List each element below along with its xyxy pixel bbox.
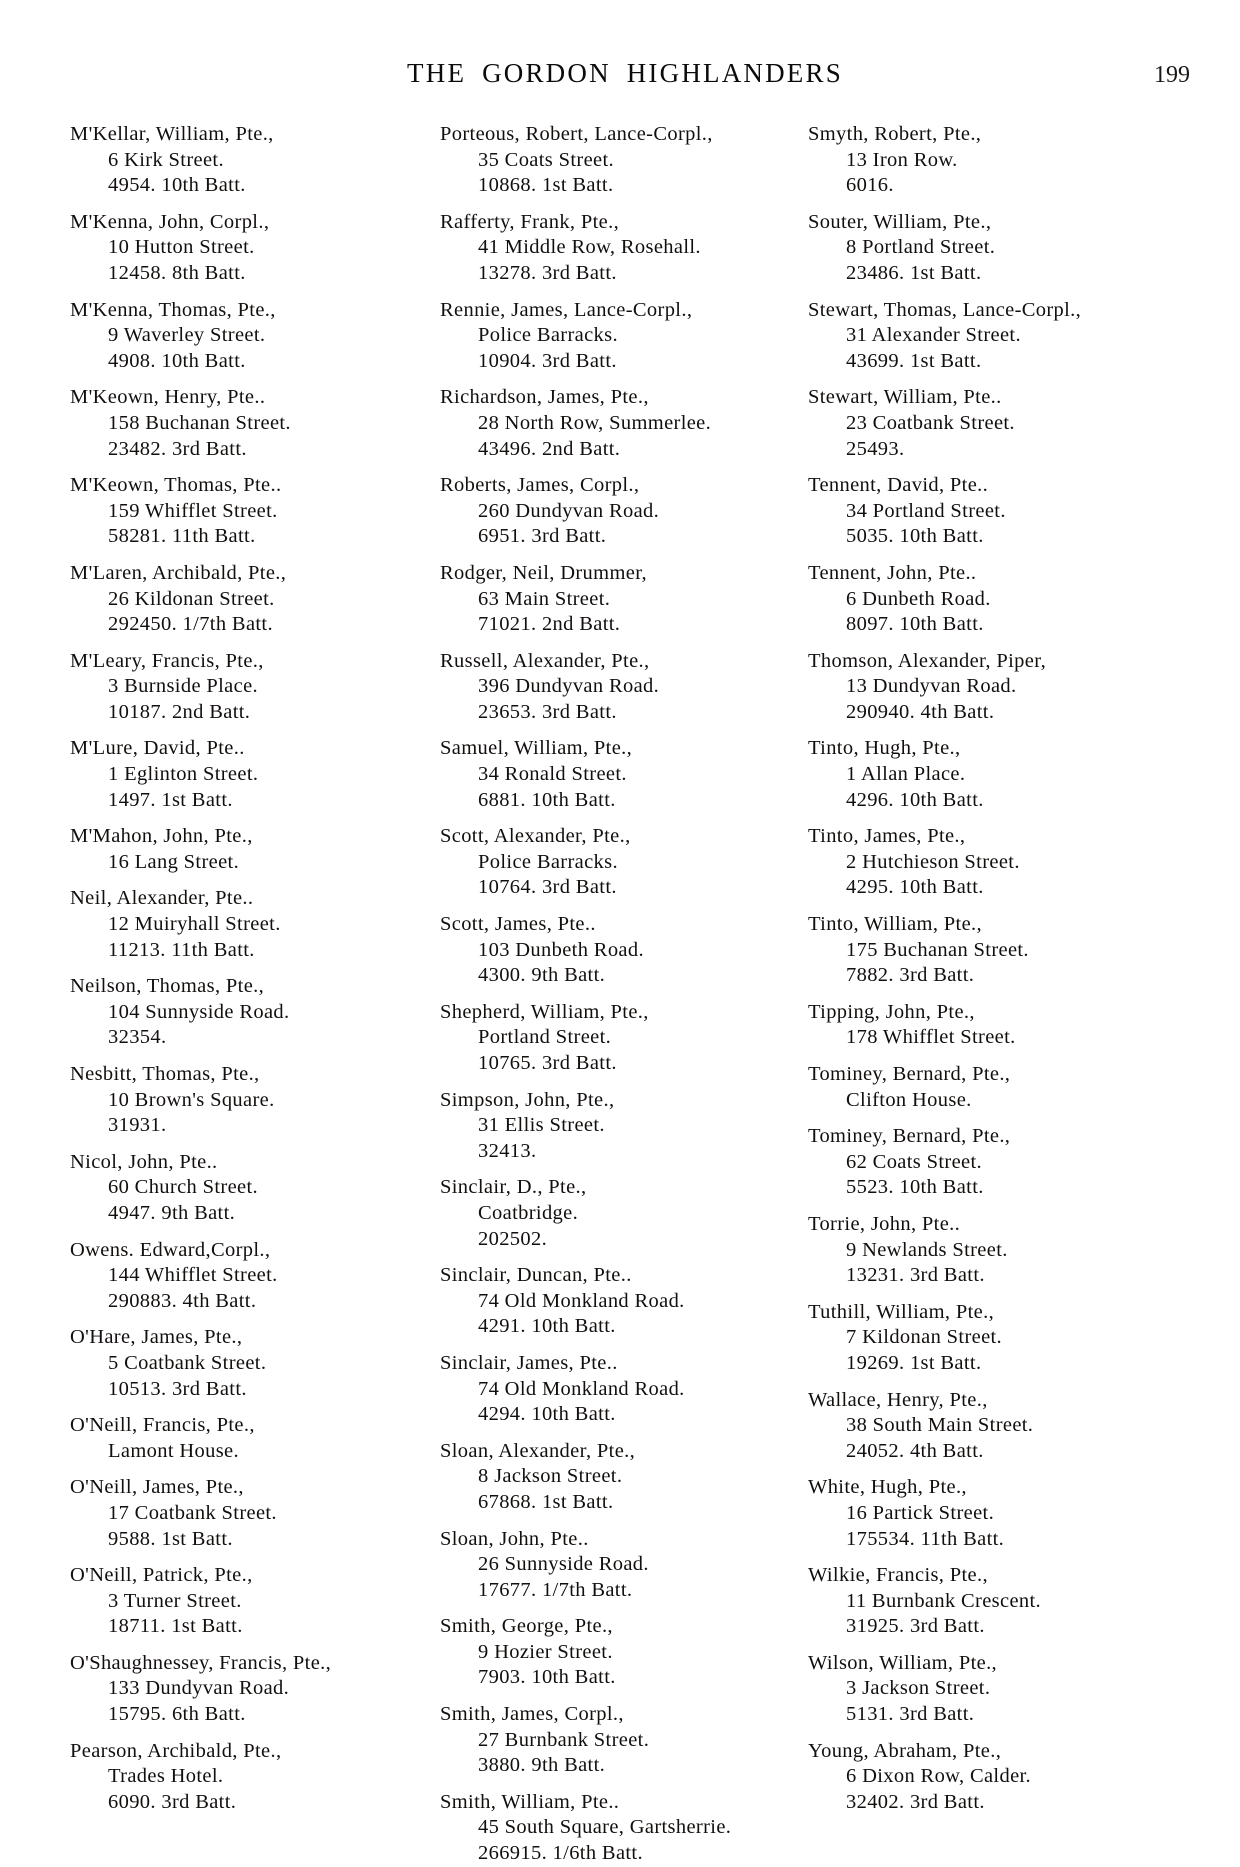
roll-column-2 [440, 122, 808, 1867]
entry-name: Souter, William, Pte., [808, 210, 992, 233]
entry-name: Torrie, John, Pte.. [808, 1212, 961, 1235]
entry-name: O'Neill, Francis, Pte., [70, 1414, 255, 1437]
roll-entry [440, 473, 802, 550]
entry-service-number: 266915. 1/6th Batt. [478, 1842, 643, 1865]
entry-address: 62 Coats Street. [846, 1150, 982, 1173]
entry-service-number: 11213. 11th Batt. [108, 938, 255, 961]
roll-entry [808, 1388, 1175, 1465]
roll-entry [440, 1088, 802, 1165]
roll-entry [440, 122, 802, 199]
entry-service-number: 8097. 10th Batt. [846, 613, 984, 636]
entry-service-number: 9588. 1st Batt. [108, 1527, 233, 1550]
entry-name: Roberts, James, Corpl., [440, 474, 640, 497]
entry-name: Smith, William, Pte.. [440, 1790, 620, 1813]
entry-name: O'Neill, Patrick, Pte., [70, 1564, 253, 1587]
entry-service-number: 6951. 3rd Batt. [478, 525, 607, 548]
entry-service-number: 6090. 3rd Batt. [108, 1790, 237, 1813]
entry-service-number: 25493. [846, 437, 905, 460]
entry-address: 38 South Main Street. [846, 1414, 1034, 1437]
entry-name: Pearson, Archibald, Pte., [70, 1739, 282, 1762]
entry-address: 9 Hozier Street. [478, 1640, 613, 1663]
roll-entry [70, 974, 434, 1051]
roll-entry [440, 1351, 802, 1428]
entry-service-number: 4908. 10th Batt. [108, 349, 246, 372]
entry-name: M'Kenna, John, Corpl., [70, 210, 270, 233]
roll-entry [440, 385, 802, 462]
entry-name: Smith, James, Corpl., [440, 1703, 624, 1726]
entry-address: Lamont House. [108, 1439, 239, 1462]
entry-name: Tennent, David, Pte.. [808, 474, 989, 497]
entry-address: 28 North Row, Summerlee. [478, 411, 712, 434]
roll-entry [808, 1739, 1175, 1816]
entry-name: Stewart, Thomas, Lance-Corpl., [808, 298, 1082, 321]
entry-address: 23 Coatbank Street. [846, 411, 1015, 434]
entry-address: 9 Waverley Street. [108, 324, 266, 347]
entry-service-number: 4947. 9th Batt. [108, 1201, 236, 1224]
roll-entry [808, 1062, 1175, 1113]
entry-name: M'Kellar, William, Pte., [70, 123, 274, 145]
entry-address: Clifton House. [846, 1088, 972, 1111]
entry-service-number: 4954. 10th Batt. [108, 174, 246, 197]
entry-service-number: 32413. [478, 1139, 537, 1162]
entry-name: Tuthill, William, Pte., [808, 1300, 995, 1323]
entry-service-number: 15795. 6th Batt. [108, 1703, 246, 1726]
entry-address: 175 Buchanan Street. [846, 938, 1029, 961]
roll-entry [808, 561, 1175, 638]
entry-address: 63 Main Street. [478, 587, 611, 610]
entry-name: Sloan, Alexander, Pte., [440, 1439, 636, 1462]
entry-address: 35 Coats Street. [478, 148, 614, 171]
roll-entry [808, 298, 1175, 375]
entry-address: 31 Ellis Street. [478, 1114, 605, 1137]
roll-entry [808, 1563, 1175, 1640]
roll-entry [440, 561, 802, 638]
entry-name: Nicol, John, Pte.. [70, 1150, 218, 1173]
entry-name: Rafferty, Frank, Pte., [440, 210, 620, 233]
entry-name: Sloan, John, Pte.. [440, 1527, 589, 1550]
entry-name: O'Neill, James, Pte., [70, 1476, 244, 1499]
entry-address: 34 Ronald Street. [478, 763, 627, 786]
entry-service-number: 290940. 4th Batt. [846, 700, 995, 723]
entry-service-number: 31925. 3rd Batt. [846, 1615, 985, 1638]
entry-service-number: 175534. 11th Batt. [846, 1527, 1005, 1550]
entry-name: Scott, Alexander, Pte., [440, 825, 631, 848]
roll-entry [70, 1651, 434, 1728]
entry-name: Simpson, John, Pte., [440, 1088, 615, 1111]
roll-entry [440, 649, 802, 726]
entry-service-number: 202502. [478, 1227, 548, 1250]
entry-name: M'Kenna, Thomas, Pte., [70, 298, 276, 321]
roll-entry [808, 473, 1175, 550]
roll-entry [70, 385, 434, 462]
entry-name: Sinclair, James, Pte.. [440, 1351, 618, 1374]
roll-entry [808, 1212, 1175, 1289]
roll-entry [440, 1000, 802, 1077]
roll-entry [440, 1439, 802, 1516]
entry-address: 133 Dundyvan Road. [108, 1677, 290, 1700]
entry-service-number: 10513. 3rd Batt. [108, 1377, 247, 1400]
entry-name: M'Keown, Thomas, Pte.. [70, 474, 282, 497]
entry-service-number: 12458. 8th Batt. [108, 261, 246, 284]
entry-name: Thomson, Alexander, Piper, [808, 649, 1047, 672]
entry-address: 260 Dundyvan Road. [478, 499, 660, 522]
roll-entry [70, 1739, 434, 1816]
entry-name: Tinto, James, Pte., [808, 825, 966, 848]
entry-name: Sinclair, D., Pte., [440, 1176, 587, 1199]
entry-address: Trades Hotel. [108, 1765, 224, 1788]
entry-address: 9 Newlands Street. [846, 1238, 1008, 1261]
roll-column-1 [70, 122, 440, 1815]
entry-service-number: 19269. 1st Batt. [846, 1351, 982, 1374]
entry-address: 2 Hutchieson Street. [846, 850, 1020, 873]
page-number: 199 [1154, 62, 1190, 88]
entry-address: Coatbridge. [478, 1201, 579, 1224]
entry-address: 27 Burnbank Street. [478, 1728, 650, 1751]
roll-entry [70, 298, 434, 375]
entry-name: Young, Abraham, Pte., [808, 1739, 1002, 1762]
entry-address: 3 Burnside Place. [108, 675, 258, 698]
entry-name: Porteous, Robert, Lance-Corpl., [440, 123, 713, 145]
entry-service-number: 292450. 1/7th Batt. [108, 613, 273, 636]
roll-entry [808, 385, 1175, 462]
roll-entry [70, 1325, 434, 1402]
entry-address: 45 South Square, Gartsherrie. [478, 1816, 732, 1839]
roll-entry [808, 122, 1175, 199]
entry-address: 1 Allan Place. [846, 763, 966, 786]
entry-service-number: 67868. 1st Batt. [478, 1490, 614, 1513]
entry-service-number: 23653. 3rd Batt. [478, 700, 617, 723]
entry-name: M'Leary, Francis, Pte., [70, 649, 264, 672]
page-title: THE GORDON HIGHLANDERS [407, 58, 843, 88]
entry-service-number: 4300. 9th Batt. [478, 964, 606, 987]
entry-address: 3 Jackson Street. [846, 1677, 991, 1700]
entry-name: Tominey, Bernard, Pte., [808, 1063, 1011, 1085]
entry-service-number: 4296. 10th Batt. [846, 788, 984, 811]
roll-columns [70, 122, 1175, 1867]
roll-entry [808, 649, 1175, 726]
entry-name: Wallace, Henry, Pte., [808, 1388, 988, 1411]
entry-address: 7 Kildonan Street. [846, 1326, 1003, 1349]
entry-name: Stewart, William, Pte.. [808, 386, 1002, 409]
entry-name: Smyth, Robert, Pte., [808, 123, 982, 145]
roll-entry [70, 649, 434, 726]
entry-service-number: 7903. 10th Batt. [478, 1666, 616, 1689]
roll-entry [808, 210, 1175, 287]
roll-entry [440, 824, 802, 901]
page-header [0, 58, 1240, 102]
entry-address: 104 Sunnyside Road. [108, 1000, 290, 1023]
entry-address: 144 Whifflet Street. [108, 1264, 278, 1287]
roll-entry [70, 1238, 434, 1315]
roll-entry [70, 210, 434, 287]
roll-entry [70, 886, 434, 963]
entry-service-number: 290883. 4th Batt. [108, 1289, 257, 1312]
entry-name: Owens. Edward,Corpl., [70, 1238, 271, 1261]
entry-service-number: 32402. 3rd Batt. [846, 1790, 985, 1813]
entry-service-number: 71021. 2nd Batt. [478, 613, 621, 636]
entry-service-number: 10187. 2nd Batt. [108, 700, 251, 723]
entry-address: 6 Dunbeth Road. [846, 587, 991, 610]
roll-entry [70, 1150, 434, 1227]
roll-entry [70, 1062, 434, 1139]
entry-name: Rodger, Neil, Drummer, [440, 561, 648, 584]
entry-name: Sinclair, Duncan, Pte.. [440, 1264, 632, 1287]
entry-address: 26 Sunnyside Road. [478, 1553, 649, 1576]
entry-name: M'Keown, Henry, Pte.. [70, 386, 266, 409]
roll-entry [440, 1614, 802, 1691]
entry-service-number: 10764. 3rd Batt. [478, 876, 617, 899]
entry-service-number: 7882. 3rd Batt. [846, 964, 975, 987]
entry-service-number: 58281. 11th Batt. [108, 525, 256, 548]
entry-name: Russell, Alexander, Pte., [440, 649, 650, 672]
entry-name: Tipping, John, Pte., [808, 1000, 975, 1023]
roll-entry [440, 210, 802, 287]
entry-service-number: 5131. 3rd Batt. [846, 1703, 975, 1726]
entry-name: Nesbitt, Thomas, Pte., [70, 1063, 260, 1085]
entry-service-number: 18711. 1st Batt. [108, 1615, 243, 1638]
entry-service-number: 17677. 1/7th Batt. [478, 1578, 633, 1601]
entry-service-number: 5523. 10th Batt. [846, 1176, 984, 1199]
roll-entry [440, 736, 802, 813]
entry-name: O'Shaughnessey, Francis, Pte., [70, 1651, 332, 1674]
entry-address: 41 Middle Row, Rosehall. [478, 236, 701, 259]
entry-service-number: 10904. 3rd Batt. [478, 349, 617, 372]
entry-name: Shepherd, William, Pte., [440, 1000, 649, 1023]
entry-address: 74 Old Monkland Road. [478, 1289, 685, 1312]
entry-service-number: 1497. 1st Batt. [108, 788, 233, 811]
entry-name: M'Lure, David, Pte.. [70, 737, 245, 760]
roll-entry [70, 1563, 434, 1640]
entry-name: M'Mahon, John, Pte., [70, 825, 253, 848]
entry-service-number: 4295. 10th Batt. [846, 876, 984, 899]
entry-name: O'Hare, James, Pte., [70, 1326, 243, 1349]
roll-entry [70, 561, 434, 638]
entry-name: Neil, Alexander, Pte.. [70, 887, 254, 910]
entry-service-number: 3880. 9th Batt. [478, 1754, 606, 1777]
entry-address: 12 Muiryhall Street. [108, 913, 281, 936]
entry-address: 5 Coatbank Street. [108, 1351, 267, 1374]
entry-name: Samuel, William, Pte., [440, 737, 633, 760]
entry-service-number: 23486. 1st Batt. [846, 261, 982, 284]
entry-address: Portland Street. [478, 1026, 612, 1049]
entry-address: 103 Dunbeth Road. [478, 938, 644, 961]
entry-service-number: 6016. [846, 174, 894, 197]
roll-entry [808, 1475, 1175, 1552]
entry-address: 60 Church Street. [108, 1176, 258, 1199]
entry-address: 11 Burnbank Crescent. [846, 1589, 1042, 1612]
entry-service-number: 13278. 3rd Batt. [478, 261, 617, 284]
roll-entry [440, 1263, 802, 1340]
entry-service-number: 5035. 10th Batt. [846, 525, 984, 548]
entry-name: Richardson, James, Pte., [440, 386, 649, 409]
roll-column-3 [808, 122, 1175, 1815]
entry-service-number: 4294. 10th Batt. [478, 1403, 616, 1426]
entry-address: 31 Alexander Street. [846, 324, 1021, 347]
entry-address: Police Barracks. [478, 324, 618, 347]
entry-address: 178 Whifflet Street. [846, 1026, 1016, 1049]
entry-address: 3 Turner Street. [108, 1589, 242, 1612]
entry-address: 16 Partick Street. [846, 1501, 995, 1524]
entry-service-number: 43496. 2nd Batt. [478, 437, 621, 460]
entry-name: Tinto, William, Pte., [808, 913, 982, 936]
entry-address: 6 Dixon Row, Calder. [846, 1765, 1032, 1788]
entry-address: 34 Portland Street. [846, 499, 1006, 522]
roll-entry [440, 298, 802, 375]
roll-entry [440, 912, 802, 989]
entry-address: 13 Dundyvan Road. [846, 675, 1017, 698]
roll-entry [70, 473, 434, 550]
roll-entry [808, 912, 1175, 989]
roll-entry [440, 1790, 802, 1867]
roll-entry [440, 1175, 802, 1252]
roll-entry [440, 1702, 802, 1779]
entry-address: 1 Eglinton Street. [108, 763, 259, 786]
entry-service-number: 43699. 1st Batt. [846, 349, 982, 372]
entry-name: Rennie, James, Lance-Corpl., [440, 298, 693, 321]
roll-entry [70, 1413, 434, 1464]
entry-address: 8 Portland Street. [846, 236, 996, 259]
entry-address: 17 Coatbank Street. [108, 1501, 277, 1524]
entry-service-number: 10765. 3rd Batt. [478, 1052, 617, 1074]
entry-name: Scott, James, Pte.. [440, 913, 596, 936]
entry-name: Wilkie, Francis, Pte., [808, 1564, 988, 1587]
entry-address: 159 Whifflet Street. [108, 499, 278, 522]
entry-name: White, Hugh, Pte., [808, 1476, 967, 1499]
entry-address: 10 Hutton Street. [108, 236, 255, 259]
roll-entry [808, 1300, 1175, 1377]
entry-name: M'Laren, Archibald, Pte., [70, 561, 287, 584]
entry-name: Tinto, Hugh, Pte., [808, 737, 961, 760]
entry-service-number: 4291. 10th Batt. [478, 1315, 616, 1338]
entry-name: Smith, George, Pte., [440, 1615, 613, 1638]
roll-entry [440, 1527, 802, 1604]
entry-name: Wilson, William, Pte., [808, 1651, 998, 1674]
entry-address: 13 Iron Row. [846, 148, 958, 171]
roll-entry [70, 736, 434, 813]
entry-service-number: 32354. [108, 1026, 167, 1049]
roll-entry [808, 1651, 1175, 1728]
roll-entry [70, 1475, 434, 1552]
entry-address: 26 Kildonan Street. [108, 587, 275, 610]
entry-service-number: 6881. 10th Batt. [478, 788, 616, 811]
entry-service-number: 13231. 3rd Batt. [846, 1264, 985, 1287]
entry-service-number: 10868. 1st Batt. [478, 174, 614, 197]
entry-address: 16 Lang Street. [108, 850, 240, 873]
roll-entry [808, 1124, 1175, 1201]
entry-address: 8 Jackson Street. [478, 1465, 623, 1488]
entry-address: 158 Buchanan Street. [108, 411, 291, 434]
entry-address: 396 Dundyvan Road. [478, 675, 660, 698]
entry-name: Tominey, Bernard, Pte., [808, 1125, 1011, 1148]
entry-address: Police Barracks. [478, 850, 618, 873]
entry-address: 6 Kirk Street. [108, 148, 224, 171]
entry-name: Tennent, John, Pte.. [808, 561, 977, 584]
roll-entry [808, 1000, 1175, 1051]
roll-entry [808, 824, 1175, 901]
entry-service-number: 31931. [108, 1114, 167, 1137]
roll-entry [808, 736, 1175, 813]
entry-address: 74 Old Monkland Road. [478, 1377, 685, 1400]
entry-address: 10 Brown's Square. [108, 1088, 275, 1111]
entry-service-number: 24052. 4th Batt. [846, 1439, 984, 1462]
roll-entry [70, 122, 434, 199]
roll-entry [70, 824, 434, 875]
entry-service-number: 23482. 3rd Batt. [108, 437, 247, 460]
entry-name: Neilson, Thomas, Pte., [70, 975, 265, 998]
